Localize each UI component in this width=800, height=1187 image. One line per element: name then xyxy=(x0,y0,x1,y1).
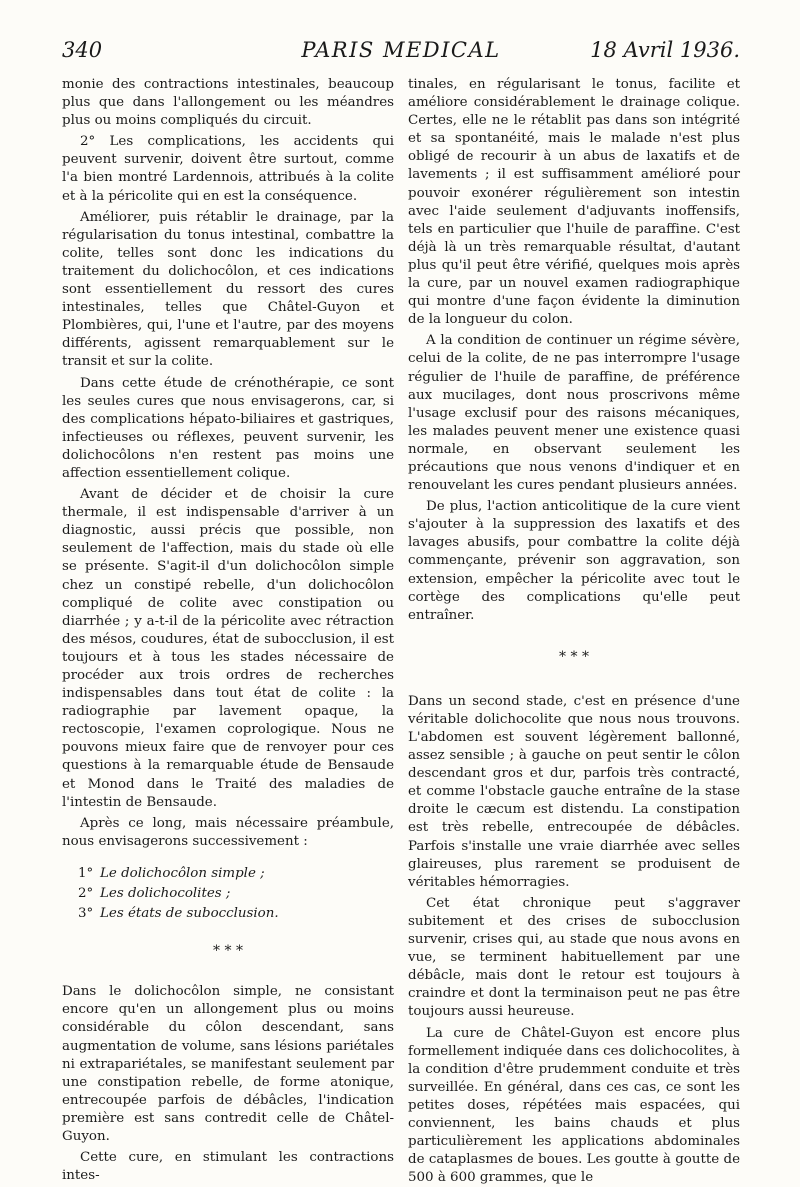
enumeration-list xyxy=(78,865,394,923)
paragraph: Dans le dolichocôlon simple, ne consistant encore qu'en un allongement plus ou moins considérable du côlon descendant, sans augmentation de volume, sans lésions pariétales ni extrapariétales, se manifestant seulement par une constipation rebelle, de forme atonique, entrecoupée parfois de débâcles, l'indication première est sans contredit celle de Châtel-Guyon. xyxy=(62,983,394,1146)
journal-title: PARIS MEDICAL xyxy=(62,38,740,62)
paragraph: monie des contractions intestinales, beaucoup plus que dans l'allongement ou les méandres plus ou moins compliqués du circuit. xyxy=(62,76,394,130)
list-item-text: Les dolichocolites ; xyxy=(100,886,230,901)
paragraph: Cette cure, en stimulant les contractions intes- xyxy=(62,1149,394,1185)
list-item-text: Le dolichocôlon simple ; xyxy=(100,866,265,881)
list-item xyxy=(78,905,394,923)
paragraph: Dans un second stade, c'est en présence d'une véritable dolichocolite que nous nous trouvons. L'abdomen est souvent légèrement ballonné, assez sensible ; à gauche on peut sentir le côlon descendant gros et dur, parfois très contracté, et comme l'obstacle gauche entraîne de la stase droite le cæcum est distendu. La constipation est très rebelle, entrecoupée de débâcles. Parfois s'installe une vraie diarrhée avec selles glaireuses, plus rarement se produisent de véritables hémorragies. xyxy=(408,693,740,892)
list-item xyxy=(78,865,394,883)
paragraph: A la condition de continuer un régime sévère, celui de la colite, de ne pas interrompre l'usage régulier de l'huile de paraffine, de préférence aux mucilages, dont nous proscrivons même l'usage exclusif pour des raisons mécaniques, les malades peuvent mener une existence quasi normale, en observant seulement les précautions que nous venons d'indiquer et en renouvelant les cures pendant plusieurs années. xyxy=(408,332,740,495)
running-header xyxy=(62,38,740,70)
list-item-text: Les états de subocclusion. xyxy=(100,906,279,921)
paragraph: Dans cette étude de crénothérapie, ce sont les seules cures que nous envisagerons, car, si des complications hépato-biliaires et gastriques, infectieuses ou réflexes, peuvent survenir, les dolichocôlons n'en restent pas moins une affection essentiellement colique. xyxy=(62,375,394,484)
list-item-number: 3° xyxy=(78,905,100,923)
paragraph: Cet état chronique peut s'aggraver subitement et des crises de subocclusion survenir, crises qui, au stade que nous avons en vue, se terminent habituellement par une débâcle, mais dont le retour est toujours à craindre et dont la terminaison peut ne pas être toujours aussi heureuse. xyxy=(408,895,740,1022)
paragraph: tinales, en régularisant le tonus, facilite et améliore considérablement le drainage colique. Certes, elle ne le rétablit pas dans son intégrité et sa spontanéité, mais le malade n'est plus obligé de recourir à un abus de laxatifs et de lavements ; il est suffisamment amélioré pour pouvoir exonérer régulièrement son intestin avec l'aide seulement d'adjuvants inoffensifs, tels en particulier que l'huile de paraffine. C'est déjà là un très remarquable résultat, d'autant plus qu'il peut être vérifié, quelques mois après la cure, par un nouvel examen radiographique qui montre d'une façon évidente la diminution de la longueur du colon. xyxy=(408,76,740,329)
paragraph: Après ce long, mais nécessaire préambule, nous envisagerons successivement : xyxy=(62,815,394,851)
list-item xyxy=(78,885,394,903)
list-item-number: 2° xyxy=(78,885,100,903)
paragraph: Avant de décider et de choisir la cure thermale, il est indispensable d'arriver à un diagnostic, aussi précis que possible, non seulement de l'affection, mais du stade où elle se présente. S'agit-il d'un dolichocôlon simple chez un constipé rebelle, d'un dolichocôlon compliqué de colite avec constipation ou diarrhée ; y a-t-il de la péricolite avec rétraction des mésos, coudures, état de subocclusion, il est toujours et à tous les stades nécessaire de procéder aux trois ordres de recherches indispensables dans tout état de colite : la radiographie par lavement opaque, la rectoscopie, l'examen coprologique. Nous ne pouvons mieux faire que de renvoyer pour ces questions à la remarquable étude de Bensaude et Monod dans le Traité des maladies de l'intestin de Bensaude. xyxy=(62,486,394,812)
section-separator: * * * xyxy=(62,945,394,957)
paragraph: De plus, l'action anticolitique de la cure vient s'ajouter à la suppression des laxatifs et des lavages abusifs, pour combattre la colite déjà commençante, prévenir son aggravation, son extension, empêcher la péricolite avec tout le cortège des complications qu'elle peut entraîner. xyxy=(408,498,740,625)
page-number: 340 xyxy=(62,38,102,62)
paragraph: Améliorer, puis rétablir le drainage, par la régularisation du tonus intestinal, combattre la colite, telles sont donc les indications du traitement du dolichocôlon, et ces indications sont essentiellement du ressort des cures intestinales, telles que Châtel-Guyon et Plombières, qui, l'une et l'autre, par des moyens différents, agissent remarquablement sur le transit et sur la colite. xyxy=(62,209,394,372)
paragraph: 2° Les complications, les accidents qui peuvent survenir, doivent être surtout, comme l'a bien montré Lardennois, attribués à la colite et à la péricolite qui en est la conséquence. xyxy=(62,133,394,205)
left-column xyxy=(62,76,394,1185)
paragraph: La cure de Châtel-Guyon est encore plus formellement indiquée dans ces dolichocolites, à la condition d'être prudemment conduite et très surveillée. En général, dans ces cas, ce sont les petites doses, répétées mais espacées, qui conviennent, les bains chauds et plus particulièrement les applications abdominales de cataplasmes de boues. Les goutte à goutte de 500 à 600 grammes, que le xyxy=(408,1025,740,1187)
right-column xyxy=(408,76,740,1187)
section-separator: * * * xyxy=(408,651,740,663)
issue-date: 18 Avril 1936. xyxy=(590,38,740,62)
list-item-number: 1° xyxy=(78,865,100,883)
